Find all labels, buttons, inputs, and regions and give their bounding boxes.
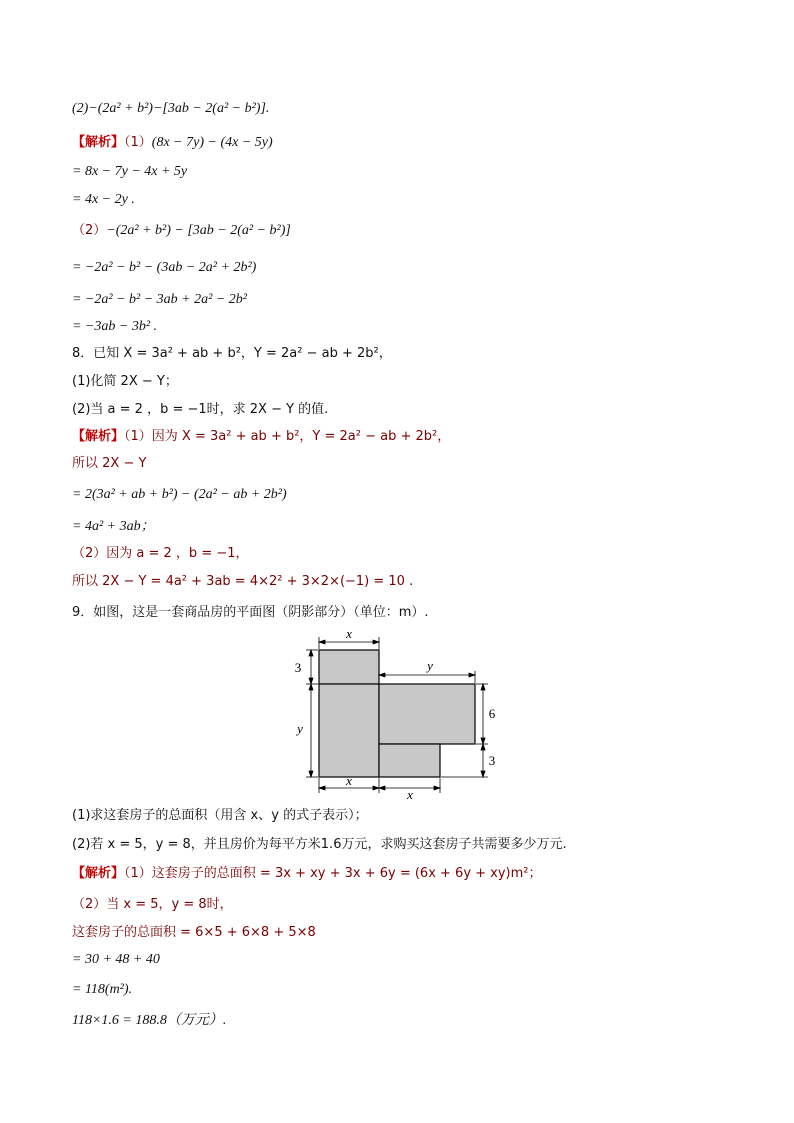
floor-plan-figure bbox=[290, 625, 520, 800]
solution7-line1 bbox=[72, 134, 273, 152]
solution9-line5: = 118(m²). bbox=[72, 982, 133, 997]
problem8-stem: 8．已知 X = 3a² + ab + b²，Y = 2a² − ab + 2b²， bbox=[72, 346, 392, 361]
solution8-line5: （2）因为 a = 2 ，b = −1， bbox=[72, 546, 249, 561]
solution8-line1 bbox=[72, 428, 450, 446]
solution-tag: 【解析】 bbox=[72, 135, 125, 150]
solution9-line2: （2）当 x = 5，y = 8时， bbox=[72, 897, 233, 912]
solution8-line4: = 4a² + 3ab； bbox=[72, 519, 155, 534]
solution8-line6: 所以 2X − Y = 4a² + 3ab = 4×2² + 3×2×(−1) = 10 . bbox=[72, 574, 414, 589]
solution8-line2: 所以 2X − Y bbox=[72, 456, 147, 471]
label-x-top: x bbox=[346, 626, 352, 641]
solution9-line3: 这套房子的总面积 = 6×5 + 6×8 + 5×8 bbox=[72, 925, 316, 940]
problem7-part2: (2)−(2a² + b²)−[3ab − 2(a² − b²)]. bbox=[72, 101, 270, 116]
solution7-part2 bbox=[72, 222, 291, 240]
solution7-step: = −2a² − b² − (3ab − 2a² + 2b²) bbox=[72, 260, 257, 275]
room-left bbox=[319, 684, 379, 777]
solution-text: （1）这套房子的总面积 = 3x + xy + 3x + 6y = (6x + 6y + xy)m²； bbox=[124, 866, 542, 881]
solution7-step: = 8x − 7y − 4x + 5y bbox=[72, 164, 188, 179]
label-6-right: 6 bbox=[488, 706, 496, 721]
problem8-q2: (2)当 a = 2 ，b = −1时，求 2X − Y 的值. bbox=[72, 402, 329, 417]
label-x-bottom1: x bbox=[346, 773, 352, 788]
solution7-step: = −2a² − b² − 3ab + 2a² − 2b² bbox=[72, 292, 247, 307]
problem9-stem: 9．如图，这是一套商品房的平面图（阴影部分）（单位：m）. bbox=[72, 605, 429, 620]
solution7-step: = 4x − 2y . bbox=[72, 192, 135, 207]
label-x-bottom2: x bbox=[407, 787, 413, 800]
room-top-left bbox=[319, 650, 379, 684]
room-right bbox=[379, 684, 475, 744]
part-label: （1） bbox=[124, 135, 152, 150]
solution9-line6: 118×1.6 = 188.8（万元）. bbox=[72, 1013, 227, 1028]
solution-text: （1）因为 X = 3a² + ab + b²，Y = 2a² − ab + 2b²， bbox=[124, 429, 451, 444]
label-3-right: 3 bbox=[488, 753, 496, 768]
expression: −(2a² + b²) − [3ab − 2(a² − b²)] bbox=[106, 223, 291, 238]
label-3-left: 3 bbox=[294, 660, 302, 675]
expression: (8x − 7y) − (4x − 5y) bbox=[151, 135, 273, 150]
problem9-q2: (2)若 x = 5，y = 8，并且房价为每平方米1.6万元，求购买这套房子共需要多少万元. bbox=[72, 837, 567, 852]
solution9-line4: = 30 + 48 + 40 bbox=[72, 952, 160, 967]
room-bottom bbox=[379, 744, 440, 777]
solution7-step: = −3ab − 3b² . bbox=[72, 319, 158, 334]
problem8-q1: (1)化简 2X − Y； bbox=[72, 374, 178, 389]
part-label: （2） bbox=[72, 223, 107, 238]
solution-tag: 【解析】 bbox=[72, 866, 125, 881]
solution-tag: 【解析】 bbox=[72, 429, 125, 444]
label-y-left: y bbox=[297, 721, 303, 736]
solution9-line1 bbox=[72, 865, 542, 883]
solution8-line3: = 2(3a² + ab + b²) − (2a² − ab + 2b²) bbox=[72, 487, 287, 502]
problem9-q1: (1)求这套房子的总面积（用含 x、y 的式子表示）； bbox=[72, 808, 368, 823]
label-y-top: y bbox=[427, 658, 433, 673]
